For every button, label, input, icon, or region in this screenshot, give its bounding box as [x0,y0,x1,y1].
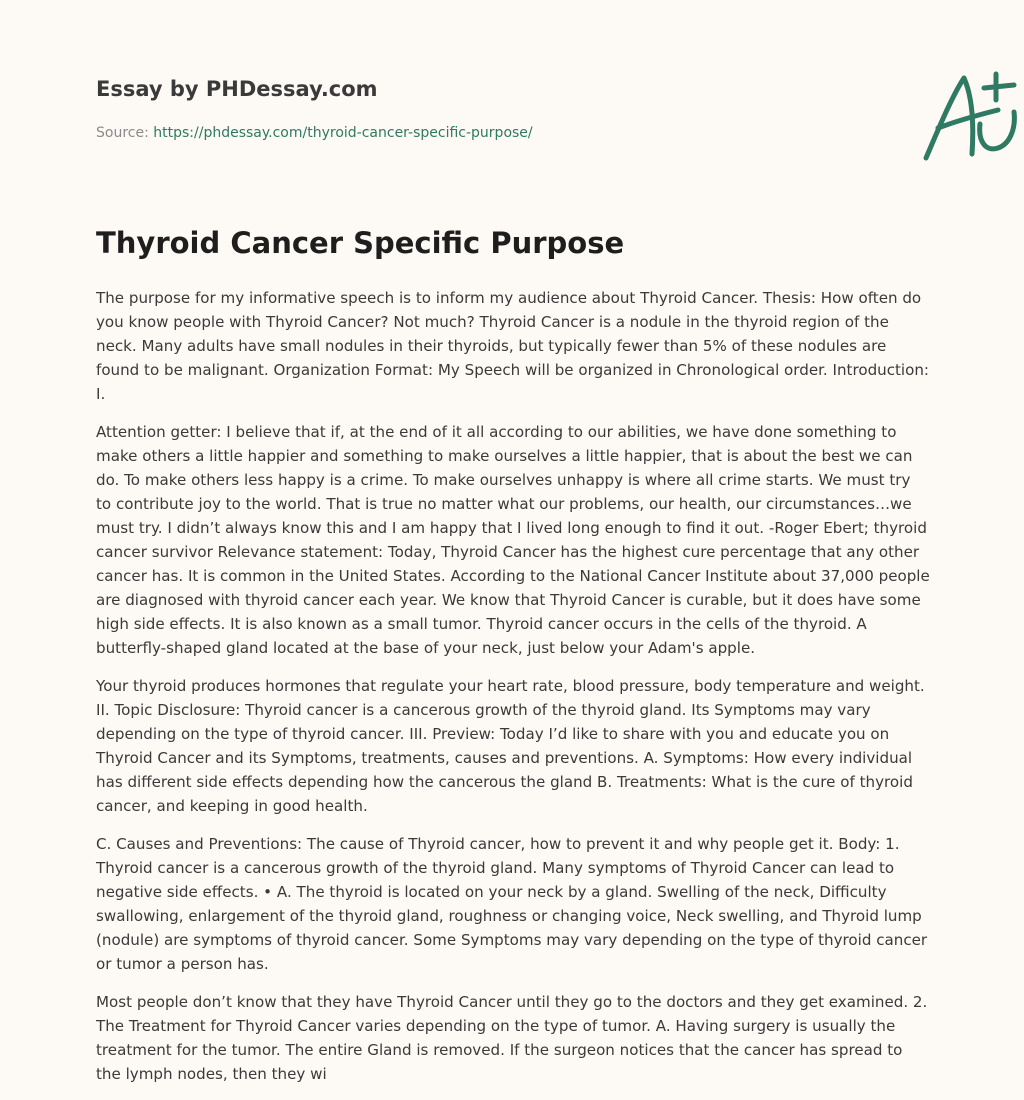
source-label: Source: [96,125,154,141]
source-line [96,125,533,141]
essay-body [96,286,930,1100]
essay-paragraph: Your thyroid produces hormones that regulate your heart rate, blood pressure, body temperature and weight. II. Topic Disclosure: Thyroid cancer is a cancerous growth of the thyroid gland. Its Symptoms may vary depending on the type of thyroid cancer. III. Preview: Today I’d like to share with you and educate you on Thyroid Cancer and its Symptoms, treatments, causes and preventions. A. Symptoms: How every individual has different side effects depending how the cancerous the gland B. Treatments: What is the cure of thyroid cancer, and keeping in good health. [96,677,925,815]
essay-paragraph: The purpose for my informative speech is to inform my audience about Thyroid Cancer. Thesis: How often do you know people with Thyroid Cancer? Not much? Thyroid Cancer is a nodule in the thyroid region of the neck. Many adults have small nodules in their thyroids, but typically fewer than 5% of these nodules are found to be malignant. Organization Format: My Speech will be organized in Chronological order. Introduction: I. [96,289,930,403]
essay-paragraph: C. Causes and Preventions: The cause of Thyroid cancer, how to prevent it and why people get it. Body: 1. Thyroid cancer is a cancerous growth of the thyroid gland. Many symptoms of Thyroid Cancer can lead to negative side effects. • A. The thyroid is located on your neck by a gland. Swelling of the neck, Difficulty swallowing, enlargement of the thyroid gland, roughness or changing voice, Neck swelling, and Thyroid lump (nodule) are symptoms of thyroid cancer. Some Symptoms may vary depending on the type of thyroid cancer or tumor a person has. [96,835,928,973]
a-plus-grade-icon [914,66,1024,166]
essay-title: Thyroid Cancer Specific Purpose [96,226,625,260]
source-link[interactable]: https://phdessay.com/thyroid-cancer-specific-purpose/ [153,125,533,141]
brand-title: Essay by PHDessay.com [96,77,378,101]
essay-paragraph: Most people don’t know that they have Thyroid Cancer until they go to the doctors and they get examined. 2. The Treatment for Thyroid Cancer varies depending on the type of tumor. A. Having surgery is usually the treatment for the tumor. The entire Gland is removed. If the surgeon notices that the cancer has spread to the lymph nodes, then they wi [96,993,928,1083]
essay-paragraph: Attention getter: I believe that if, at the end of it all according to our abilities, we have done something to make others a little happier and something to make ourselves a little happier, that is about the best we can do. To make others less happy is a crime. To make ourselves unhappy is where all crime starts. We must try to contribute joy to the world. That is true no matter what our problems, our health, our circumstances…we must try. I didn’t always know this and I am happy that I lived long enough to find it out. -Roger Ebert; thyroid cancer survivor Relevance statement: Today, Thyroid Cancer has the highest cure percentage that any other cancer has. It is common in the United States. According to the National Cancer Institute about 37,000 people are diagnosed with thyroid cancer each year. We know that Thyroid Cancer is curable, but it does have some high side effects. It is also known as a small tumor. Thyroid cancer occurs in the cells of the thyroid. A butterfly-shaped gland located at the base of your neck, just below your Adam's apple. [96,423,930,657]
